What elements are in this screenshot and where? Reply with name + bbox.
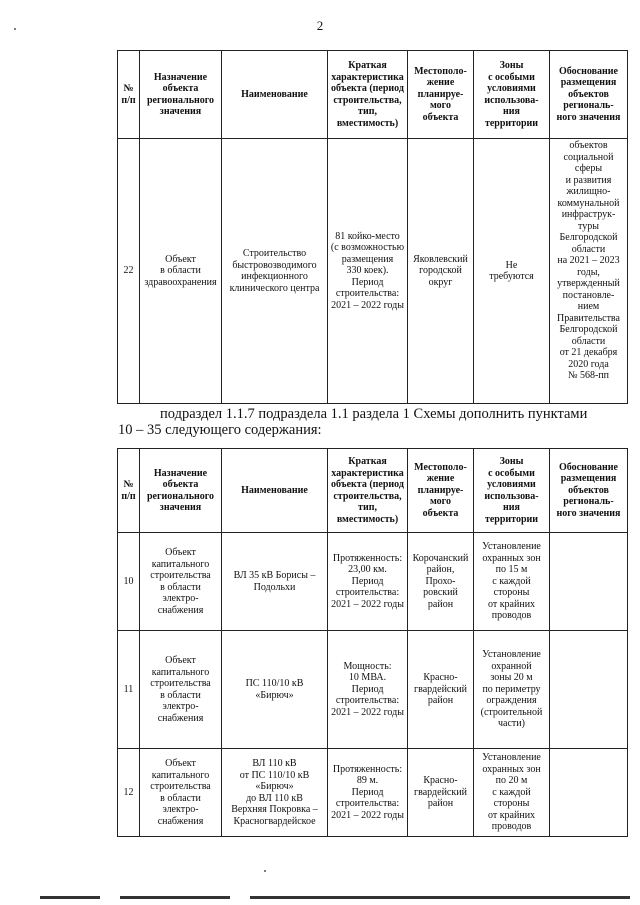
header-num: № п/п	[118, 51, 140, 139]
cell-description: Протяженность: 89 м. Период строительства: 2021 – 2022 годы	[328, 749, 408, 837]
cell-justification	[550, 533, 628, 631]
header-description: Краткая характеристика объекта (период строительства, тип, вместимость)	[328, 449, 408, 533]
cell-description: 81 койко-место (с возможностью размещения 330 коек). Период строительства: 2021 – 2022 годы	[328, 139, 408, 404]
cell-num: 22	[118, 139, 140, 404]
cell-location: Корочанский район, Прохо- ровский район	[408, 533, 474, 631]
table-bottom	[117, 448, 628, 837]
cell-description: Протяженность: 23,00 км. Период строительства: 2021 – 2022 годы	[328, 533, 408, 631]
cell-purpose: Объект в области здравоохранения	[140, 139, 222, 404]
cell-zones: Не требуются	[474, 139, 550, 404]
cell-purpose: Объект капитального строительства в области электро- снабжения	[140, 631, 222, 749]
amendment-paragraph	[118, 406, 628, 438]
header-justification: Обоснование размещения объектов региональ- ного значения	[550, 51, 628, 139]
table-row	[118, 631, 628, 749]
scan-mark	[250, 896, 630, 899]
cell-justification: объектов социальной сферы и развития жилищно- коммунальной инфраструк- туры Белгородской области на 2021 – 2023 годы, утвержденный постановле- нием Правительства Белгородской области от 21 декабря 2020 года № 568-пп	[550, 139, 628, 404]
cell-name: ВЛ 35 кВ Борисы – Подольхи	[222, 533, 328, 631]
header-zones: Зоны с особыми условиями использова- ния территории	[474, 449, 550, 533]
cell-zones: Установление охранной зоны 20 м по периметру ограждения (строительной части)	[474, 631, 550, 749]
cell-location: Яковлевский городской округ	[408, 139, 474, 404]
table-header-row	[118, 449, 628, 533]
paragraph-line-2: 10 – 35 следующего содержания:	[118, 422, 322, 438]
table-header-row	[118, 51, 628, 139]
scan-dot	[264, 870, 266, 872]
cell-name: Строительство быстровозводимого инфекционного клинического центра	[222, 139, 328, 404]
header-zones: Зоны с особыми условиями использова- ния территории	[474, 51, 550, 139]
table-row	[118, 139, 628, 404]
table-row	[118, 533, 628, 631]
header-purpose: Назначение объекта регионального значения	[140, 51, 222, 139]
page-number: 2	[316, 18, 324, 33]
header-num: № п/п	[118, 449, 140, 533]
cell-location: Красно- гвардейский район	[408, 631, 474, 749]
header-location: Местополо- жение планируе- мого объекта	[408, 51, 474, 139]
scan-mark	[120, 896, 230, 899]
table-row	[118, 749, 628, 837]
cell-zones: Установление охранных зон по 15 м с каждой стороны от крайних проводов	[474, 533, 550, 631]
table-top	[117, 50, 628, 404]
cell-name: ПС 110/10 кВ «Бирюч»	[222, 631, 328, 749]
cell-description: Мощность: 10 МВА. Период строительства: 2021 – 2022 годы	[328, 631, 408, 749]
cell-justification	[550, 749, 628, 837]
cell-num: 12	[118, 749, 140, 837]
header-description: Краткая характеристика объекта (период строительства, тип, вместимость)	[328, 51, 408, 139]
cell-justification	[550, 631, 628, 749]
header-location: Местополо- жение планируе- мого объекта	[408, 449, 474, 533]
cell-num: 11	[118, 631, 140, 749]
paragraph-line-1: подраздел 1.1.7 подраздела 1.1 раздела 1 Схемы дополнить пунктами	[160, 406, 588, 422]
scan-dot	[14, 28, 16, 30]
cell-purpose: Объект капитального строительства в области электро- снабжения	[140, 533, 222, 631]
cell-location: Красно- гвардейский район	[408, 749, 474, 837]
cell-name: ВЛ 110 кВ от ПС 110/10 кВ «Бирюч» до ВЛ 110 кВ Верхняя Покровка – Красногвардейское	[222, 749, 328, 837]
cell-zones: Установление охранных зон по 20 м с каждой стороны от крайних проводов	[474, 749, 550, 837]
header-name: Наименование	[222, 51, 328, 139]
scan-mark	[40, 896, 100, 899]
cell-num: 10	[118, 533, 140, 631]
header-name: Наименование	[222, 449, 328, 533]
header-purpose: Назначение объекта регионального значения	[140, 449, 222, 533]
cell-purpose: Объект капитального строительства в области электро- снабжения	[140, 749, 222, 837]
header-justification: Обоснование размещения объектов региональ- ного значения	[550, 449, 628, 533]
